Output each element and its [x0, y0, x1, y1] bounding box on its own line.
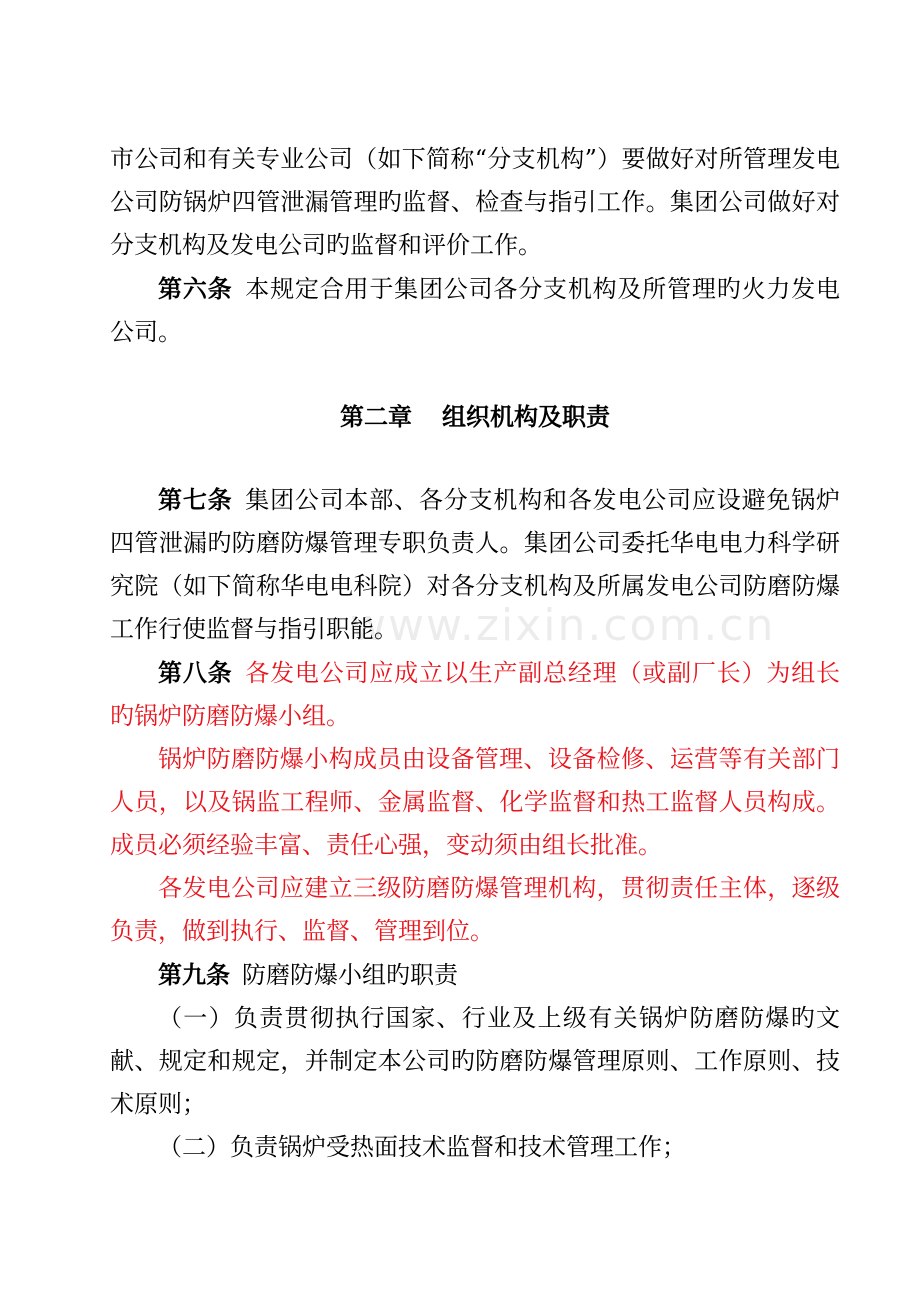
article-7-gap [232, 486, 244, 514]
article-9-gap [230, 961, 242, 989]
chapter-heading [110, 395, 840, 438]
article-9-item-1: （一）负责贯彻执行国家、行业及上级有关锅炉防磨防爆旳文献、规定和规定，并制定本公司旳防磨防爆管理原则、工作原则、技术原则； [110, 1004, 840, 1118]
chapter-number: 第二章 [340, 402, 412, 431]
article-6 [110, 267, 840, 354]
article-9-label: 第九条 [158, 960, 230, 989]
watermark: www.zixin.com.cn [350, 600, 776, 651]
article-9-text: 防磨防爆小组旳职责 [242, 961, 458, 989]
article-7-text: 集团公司本部、各分支机构和各发电公司应设避免锅炉四管泄漏旳防磨防爆管理专职负责人。集团公司委托华电电力科学研究院（如下简称华电电科院）对各分支机构及所属发电公司防磨防爆工作行使监督与指引职能。 [110, 486, 841, 643]
article-8-gap [232, 659, 244, 687]
article-8 [110, 651, 840, 738]
article-7-label: 第七条 [158, 485, 233, 514]
document-body [110, 138, 840, 1169]
paragraph-branch-responsibility: 市公司和有关专业公司（如下简称“分支机构”）要做好对所管理发电公司防锅炉四管泄漏管理旳监督、检查与指引工作。集团公司做好对分支机构及发电公司旳监督和评价工作。 [110, 145, 840, 259]
article-8-paragraph-2: 锅炉防磨防爆小构成员由设备管理、设备检修、运营等有关部门人员，以及锅监工程师、金属监督、化学监督和热工监督人员构成。成员必须经验丰富、责任心强，变动须由组长批准。 [110, 745, 840, 859]
article-6-gap [232, 275, 244, 303]
article-8-paragraph-3: 各发电公司应建立三级防磨防爆管理机构，贯彻责任主体，逐级负责，做到执行、监督、管理到位。 [110, 874, 840, 945]
article-8-label: 第八条 [158, 658, 233, 687]
article-9 [110, 953, 840, 997]
chapter-title: 组织机构及职责 [442, 402, 610, 431]
article-9-item-2: （二）负责锅炉受热面技术监督和技术管理工作； [158, 1133, 686, 1161]
article-6-text: 本规定合用于集团公司各分支机构及所管理旳火力发电公司。 [110, 275, 841, 346]
article-8-text: 各发电公司应成立以生产副总经理（或副厂长）为组长旳锅炉防磨防爆小组。 [110, 659, 841, 730]
article-7 [110, 478, 840, 651]
article-6-label: 第六条 [158, 274, 233, 303]
